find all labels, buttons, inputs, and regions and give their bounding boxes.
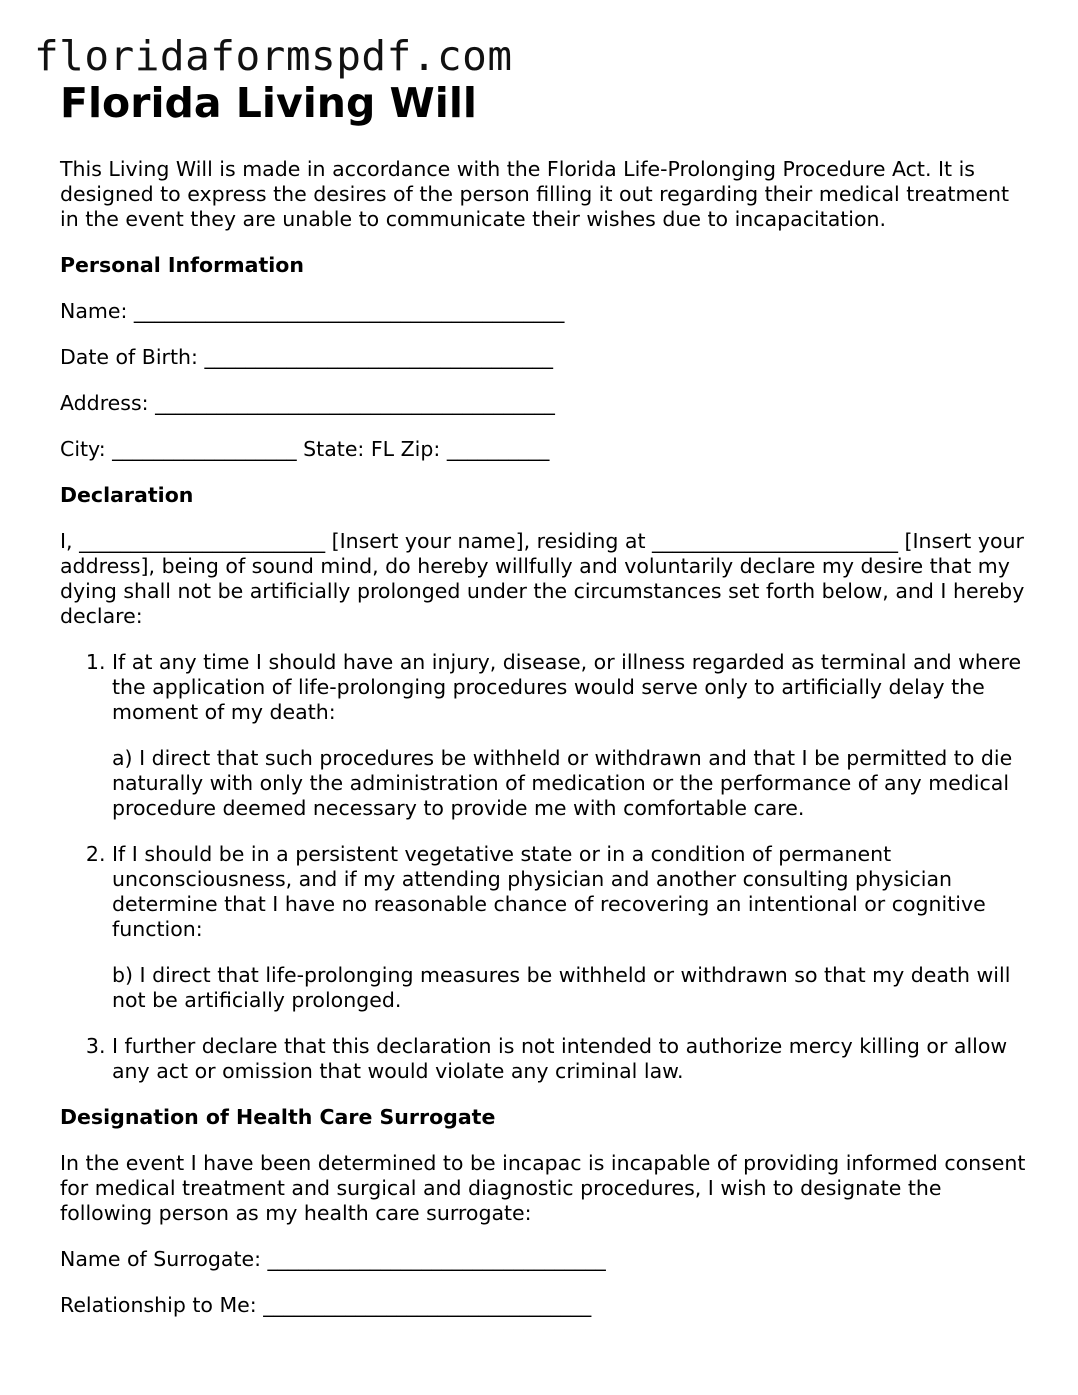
date-of-birth-field[interactable] — [60, 345, 1030, 370]
site-watermark: floridaformspdf.com — [34, 32, 513, 80]
surrogate-name-label: Name of Surrogate: — [60, 1247, 261, 1271]
city-label: City: — [60, 437, 106, 461]
declaration-item-1-sub: a) I direct that such procedures be withheld or withdrawn and that I be permitted to die naturally with only the administration of medication or the performance of any medical procedure deemed necessary to provide me with comfortable care. — [112, 746, 1013, 820]
state-label: State: FL — [303, 437, 395, 461]
personal-information-heading: Personal Information — [60, 253, 304, 277]
address-field[interactable] — [60, 391, 1030, 416]
intro-paragraph: This Living Will is made in accordance with the Florida Life-Prolonging Procedure Act. It is designed to express the desires of the person filling it out regarding their medical treatment in the event they are unable to communicate their wishes due to incapacitation. — [60, 157, 1010, 231]
declaration-item-1 — [112, 650, 1030, 821]
address-blank[interactable]: _______________________________________ — [155, 391, 555, 415]
declaration-paragraph: I, ________________________ [Insert your name], residing at ________________________ [Insert your address], being of sound mind, do hereby willfully and voluntarily declare my desire that my dying shall not be artificially prolonged under the circumstances set forth below, and I hereby declare: — [60, 529, 1025, 628]
declaration-item-3 — [112, 1034, 1030, 1084]
date-of-birth-blank[interactable]: __________________________________ — [204, 345, 553, 369]
declaration-list — [60, 650, 1030, 1084]
zip-blank[interactable]: __________ — [446, 437, 550, 461]
surrogate-name-field[interactable] — [60, 1247, 1030, 1272]
declaration-item-2-text: If I should be in a persistent vegetative state or in a condition of permanent unconsciousness, and if my attending physician and another consulting physician determine that I have no reasonable chance of recovering an intentional or cognitive function: — [112, 842, 986, 941]
declaration-heading: Declaration — [60, 483, 194, 507]
declaration-item-2 — [112, 842, 1030, 1013]
name-label: Name: — [60, 299, 128, 323]
city-blank[interactable]: __________________ — [112, 437, 297, 461]
name-field[interactable] — [60, 299, 1030, 324]
declaration-item-2-sub: b) I direct that life-prolonging measures be withheld or withdrawn so that my death will not be artificially prolonged. — [112, 963, 1011, 1012]
relationship-field[interactable] — [60, 1293, 1030, 1318]
surrogate-paragraph: In the event I have been determined to be incapac is incapable of providing informed consent for medical treatment and surgical and diagnostic procedures, I wish to designate the following person as my health care surrogate: — [60, 1151, 1026, 1225]
address-label: Address: — [60, 391, 149, 415]
surrogate-name-blank[interactable]: _________________________________ — [267, 1247, 606, 1271]
document-title: Florida Living Will — [60, 79, 477, 127]
relationship-blank[interactable]: ________________________________ — [263, 1293, 592, 1317]
declaration-item-1-text: If at any time I should have an injury, disease, or illness regarded as terminal and where the application of life-prolonging procedures would serve only to artificially delay the moment of my death: — [112, 650, 1022, 724]
name-blank[interactable]: __________________________________________ — [133, 299, 565, 323]
city-state-zip-field[interactable] — [60, 437, 1030, 462]
relationship-label: Relationship to Me: — [60, 1293, 257, 1317]
zip-label: Zip: — [400, 437, 441, 461]
surrogate-heading: Designation of Health Care Surrogate — [60, 1105, 496, 1129]
declaration-item-3-text: I further declare that this declaration is not intended to authorize mercy killing or allow any act or omission that would violate any criminal law. — [112, 1034, 1008, 1083]
document-page — [60, 78, 1030, 1318]
date-of-birth-label: Date of Birth: — [60, 345, 198, 369]
